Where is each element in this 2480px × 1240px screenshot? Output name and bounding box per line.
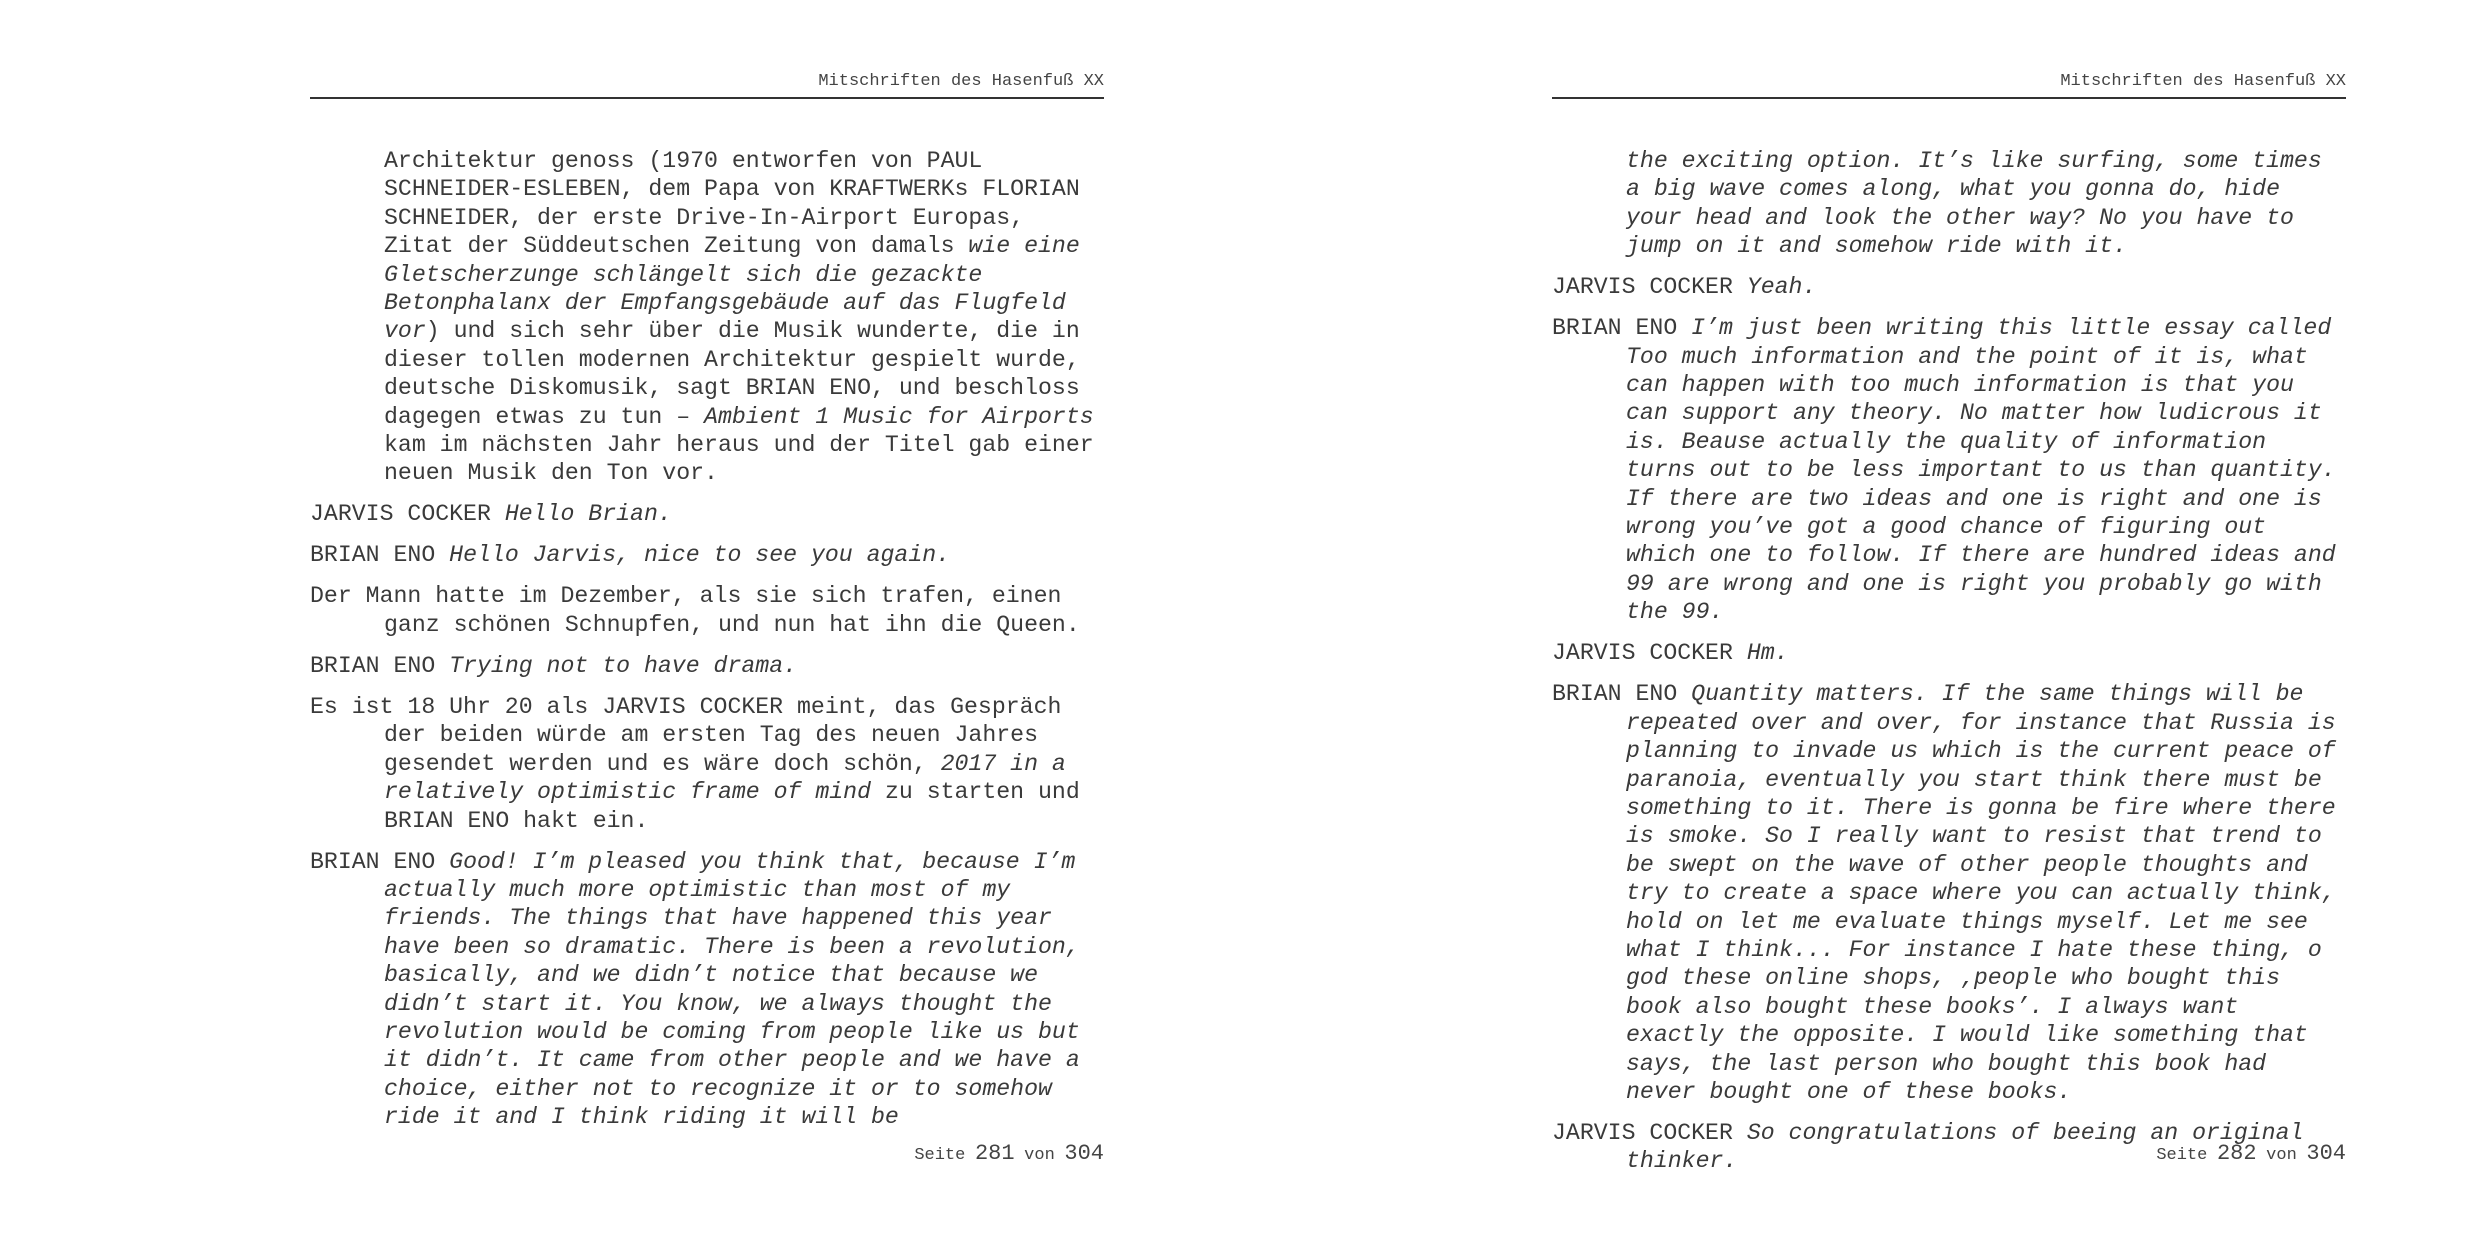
text-run: BRIAN ENO <box>310 652 450 679</box>
text-run: kam im nächsten Jahr heraus und der Titel gab einer neuen Musik den Ton vor. <box>384 432 1094 487</box>
italic-text: Hello Brian. <box>504 501 672 528</box>
running-head: Mitschriften des Hasenfuß XX <box>2060 72 2346 91</box>
italic-text: Ambient 1 Music for Airports <box>704 403 1094 430</box>
header-rule <box>310 97 1104 99</box>
text-run: JARVIS COCKER <box>1552 274 1747 301</box>
paragraph <box>310 147 1104 488</box>
paragraph <box>310 652 1104 680</box>
footer-of: von <box>2266 1146 2297 1165</box>
footer-label: Seite <box>2156 1146 2208 1165</box>
italic-text: Yeah. <box>1746 274 1817 301</box>
page-footer <box>1552 1141 2346 1166</box>
paragraph <box>310 500 1104 528</box>
text-run: JARVIS COCKER <box>1552 640 1747 667</box>
italic-text: I’m just been writing this little essay called Too much information and the point of it is, what can happen with too much information is that you can support any theory. No matter how ludicrous it is. Beause actually the quality of information turns out to be less important to us than quantity. If there are two ideas and one is right and one is wrong you’ve got a good chance of figuring out which one to follow. If there are hundred ideas and 99 are wrong and one is right you probably go with the 99. <box>1626 315 2336 626</box>
page-body <box>1552 147 2346 1188</box>
text-run: Architektur genoss (1970 entworfen von PAUL SCHNEIDER-ESLEBEN, dem Papa von KRAFTWERKs FLORIAN SCHNEIDER, der erste Drive-In-Airport Europas, Zitat der Süddeutschen Zeitung von damals <box>384 148 1080 260</box>
page-number: 281 <box>974 1141 1015 1166</box>
text-run: zu starten und BRIAN ENO hakt ein. <box>384 779 1080 834</box>
text-run: Es ist 18 Uhr 20 als JARVIS COCKER meint, das Gespräch der beiden würde am ersten Tag des neuen Jahres gesendet werden und es wäre doch schön, <box>310 693 1062 777</box>
running-head: Mitschriften des Hasenfuß XX <box>818 72 1104 91</box>
text-run: BRIAN ENO <box>310 848 450 875</box>
footer-label: Seite <box>914 1146 966 1165</box>
page-footer <box>310 1141 1104 1166</box>
text-run: JARVIS COCKER <box>310 501 505 528</box>
left-page <box>310 0 1110 1240</box>
text-run: Der Mann hatte im Dezember, als sie sich trafen, einen ganz schönen Schnupfen, und nun hat ihn die Queen. <box>310 583 1080 638</box>
paragraph <box>1552 314 2346 626</box>
footer-of: von <box>1024 1146 1055 1165</box>
italic-text: Quantity matters. If the same things will be repeated over and over, for instance that Russia is planning to invade us which is the current peace of paranoia, eventually you start think there must be something to it. There is gonna be fire where there is smoke. So I really want to resist that trend to be swept on the wave of other people thoughts and try to create a space where you can actually think, hold on let me evaluate things myself. Let me see what I think... For instance I hate these thing, o god these online shops, ‚people who bought this book also bought these books’. I always want exactly the opposite. I would like something that says, the last person who bought this book had never bought one of these books. <box>1626 681 2336 1105</box>
paragraph <box>1552 639 2346 667</box>
paragraph <box>310 848 1104 1132</box>
text-run: ) und sich sehr über die Musik wunderte, die in dieser tollen modernen Architektur gespielt wurde, deutsche Diskomusik, sagt BRIAN ENO, und beschloss dagegen etwas zu tun – <box>384 318 1080 430</box>
text-run: BRIAN ENO <box>310 542 450 569</box>
page-total: 304 <box>2306 1141 2346 1166</box>
text-run: BRIAN ENO <box>1552 681 1692 708</box>
italic-text: Good! I’m pleased you think that, because I’m actually much more optimistic than most of my friends. The things that have happened this year have been so dramatic. There is been a revolution, basically, and we didn’t notice that because we didn’t start it. You know, we always thought the revolution would be coming from people like us but it didn’t. It came from other people and we have a choice, either not to recognize it or to somehow ride it and I think riding it will be <box>384 848 1080 1131</box>
italic-text: Hm. <box>1746 640 1789 667</box>
paragraph <box>310 693 1104 835</box>
paragraph <box>1552 147 2346 261</box>
page-total: 304 <box>1064 1141 1104 1166</box>
italic-text: 2017 in a relatively optimistic frame of mind <box>384 750 1066 806</box>
italic-text: wie eine Gletscherzunge schlängelt sich die gezackte Betonphalanx der Empfangsgebäude auf das Flugfeld vor <box>384 233 1080 345</box>
italic-text: the exciting option. It’s like surfing, some times a big wave comes along, what you gonna do, hide your head and look the other way? No you have to jump on it and somehow ride with it. <box>1626 148 2322 260</box>
page-number: 282 <box>2216 1141 2257 1166</box>
text-run: JARVIS COCKER <box>1552 1119 1747 1146</box>
paragraph <box>1552 273 2346 301</box>
paragraph <box>310 582 1104 639</box>
paragraph <box>1552 680 2346 1106</box>
italic-text: Hello Jarvis, nice to see you again. <box>449 542 951 569</box>
paragraph <box>310 541 1104 569</box>
page-body <box>310 147 1104 1144</box>
header-rule <box>1552 97 2346 99</box>
italic-text: So congratulations of beeing an original thinker. <box>1626 1119 2304 1175</box>
italic-text: Trying not to have drama. <box>449 652 798 679</box>
text-run: BRIAN ENO <box>1552 315 1692 342</box>
right-page <box>1552 0 2352 1240</box>
